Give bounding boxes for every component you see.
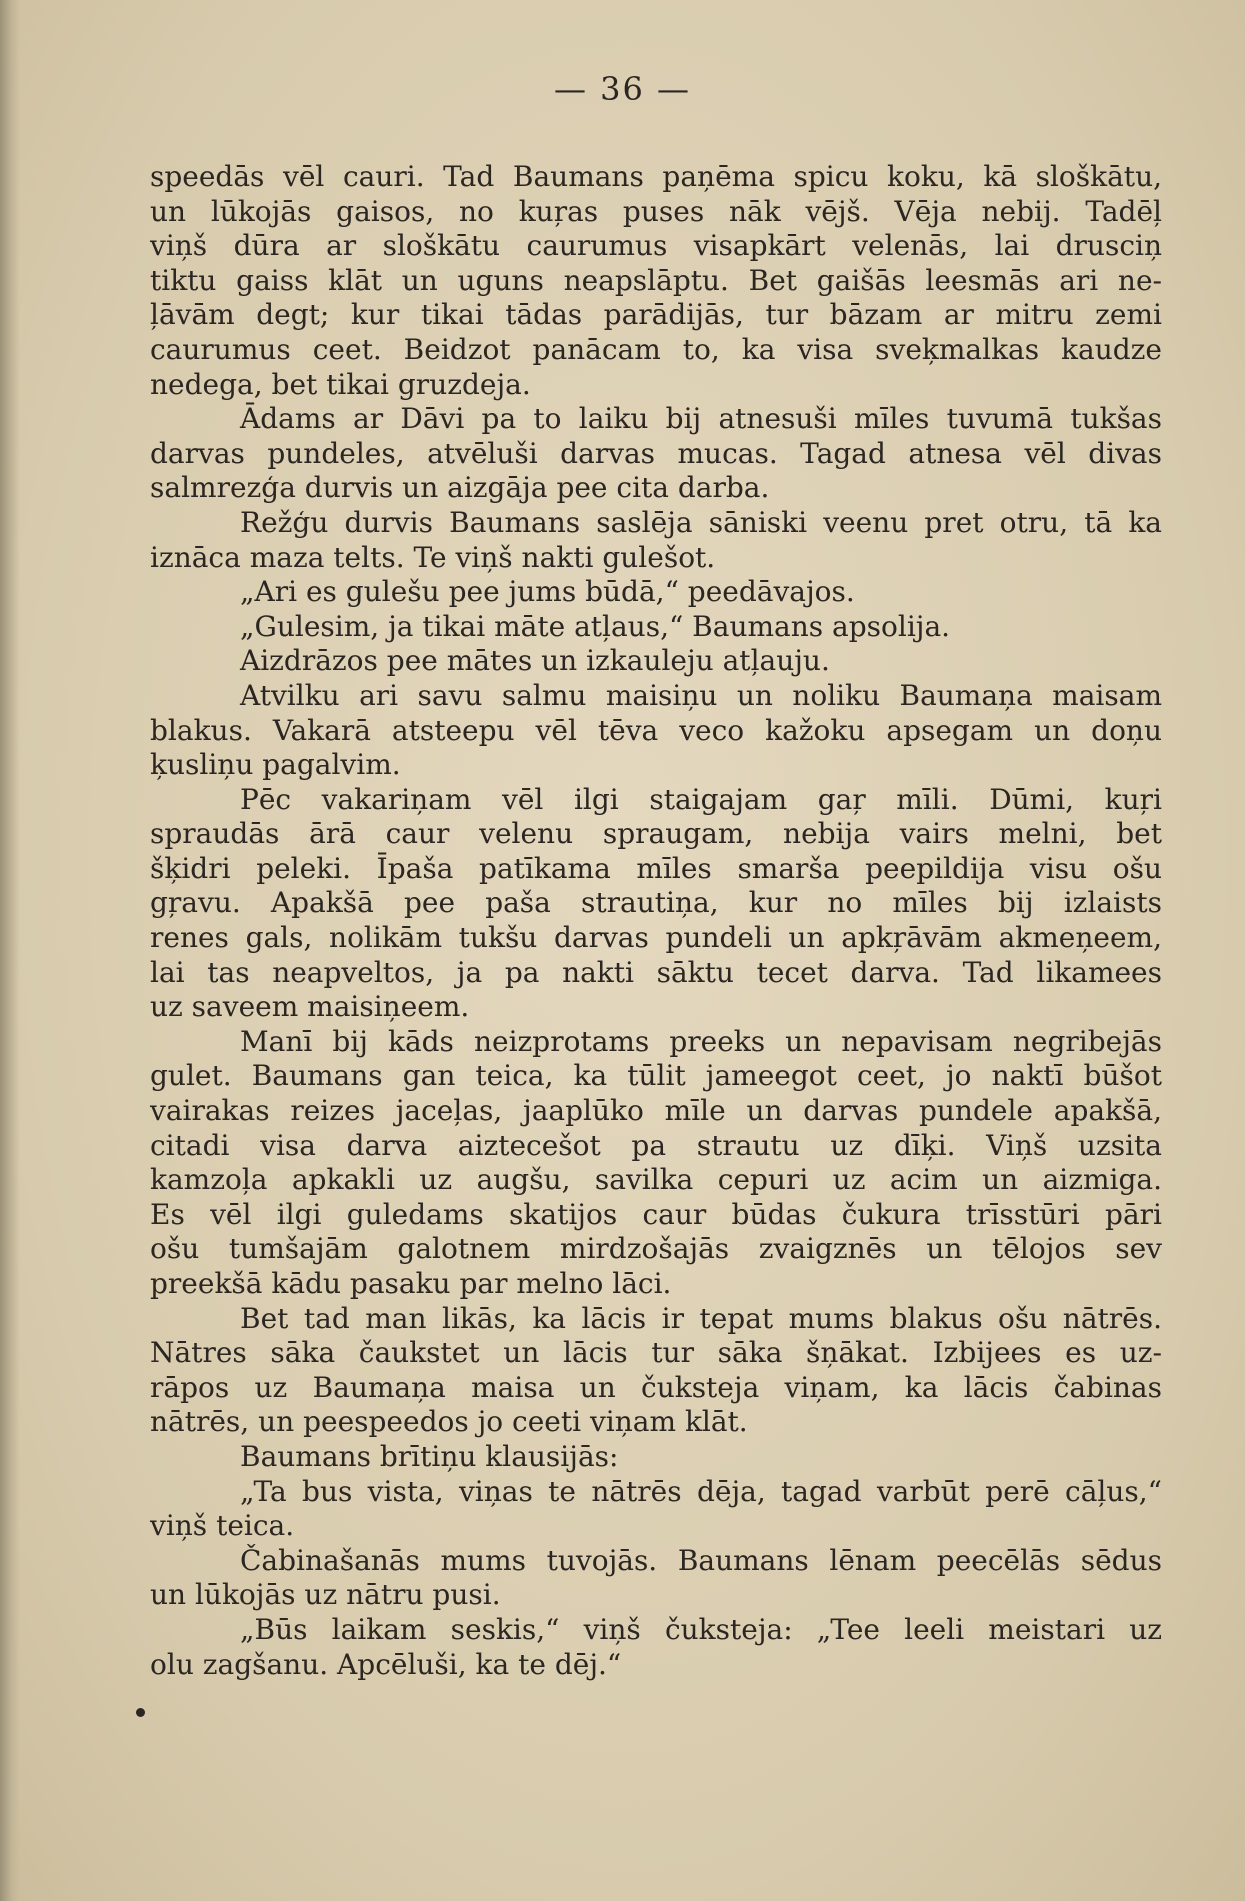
text-line: spraudās ārā caur velenu spraugam, nebija vairs melni, bet <box>150 817 1162 851</box>
text-line: nedega, bet tikai gruzdeja. <box>150 367 531 401</box>
margin-dot <box>136 1708 145 1717</box>
text-line: „Ari es gulešu pee jums būdā,“ peedāvajos. <box>240 575 855 609</box>
text-line: ošu tumšajām galotnem mirdzošajās zvaigznēs un tēlojos sev <box>150 1232 1162 1266</box>
text-line: preekšā kādu pasaku par melno lāci. <box>150 1267 672 1300</box>
text-line: speedās vēl cauri. Tad Baumans paņēma spicu koku, kā sloškātu, <box>150 160 1162 193</box>
text-line: „Ta bus vista, viņas te nātrēs dēja, tagad varbūt perē cāļus,“ <box>240 1474 1162 1508</box>
text-line: ķusliņu pagalvim. <box>150 748 401 782</box>
text-line: uz saveem maisiņeem. <box>150 990 470 1024</box>
text-line: tiktu gaiss klāt un uguns neapslāptu. Bet gaišās leesmās ari ne- <box>150 263 1162 297</box>
text-line: gulet. Baumans gan teica, ka tūlit jameegot ceet, jo naktī būšot <box>150 1059 1162 1093</box>
text-line: renes gals, nolikām tukšu darvas pundeli un apkŗāvām akmeņeem, <box>150 921 1162 955</box>
text-line: Pēc vakariņam vēl ilgi staigajam gaŗ mīli. Dūmi, kuŗi <box>240 782 1162 816</box>
text-line: viņš dūra ar sloškātu caurumus visapkārt velenās, lai drusciņ <box>150 229 1162 263</box>
text-line: Manī bij kāds neizprotams preeks un nepavisam negribejās <box>240 1024 1162 1058</box>
text-line: šķidri peleki. Īpaša patīkama mīles smarša peepildija visu ošu <box>150 851 1162 885</box>
text-line: ļāvām degt; kur tikai tādas parādijās, tur bāzam ar mitru zemi <box>150 298 1162 332</box>
text-line: Ādams ar Dāvi pa to laiku bij atnesuši mīles tuvumā tukšas <box>240 402 1162 436</box>
text-line: rāpos uz Baumaņa maisa un čuksteja viņam, ka lācis čabinas <box>150 1370 1162 1404</box>
text-line: darvas pundeles, atvēluši darvas mucas. Tagad atnesa vēl divas <box>150 436 1162 470</box>
text-line: lai tas neapveltos, ja pa nakti sāktu tecet darva. Tad likamees <box>150 955 1162 989</box>
text-line: gŗavu. Apakšā pee paša strautiņa, kur no mīles bij izlaists <box>150 886 1162 920</box>
text-line: vairakas reizes jaceļas, jaaplūko mīle un darvas pundele apakšā, <box>150 1094 1162 1128</box>
text-line: caurumus ceet. Beidzot panācam to, ka visa sveķmalkas kaudze <box>150 332 1162 366</box>
text-line: salmrezģa durvis un aizgāja pee cita darba. <box>150 471 770 505</box>
text-line: Čabinašanās mums tuvojās. Baumans lēnam peecēlās sēdus <box>240 1543 1162 1577</box>
text-line: citadi visa darva aiztecešot pa strautu uz dīķi. Viņš uzsita <box>150 1128 1162 1162</box>
text-line: Režģu durvis Baumans saslēja sāniski veenu pret otru, tā ka <box>240 505 1162 539</box>
text-line: Baumans brītiņu klausijās: <box>240 1439 619 1473</box>
text-line: „Būs laikam seskis,“ viņš čuksteja: „Tee leeli meistari uz <box>240 1612 1162 1646</box>
text-line: Atvilku ari savu salmu maisiņu un noliku Baumaņa maisam <box>240 678 1162 712</box>
page-number: — 36 — <box>553 70 692 108</box>
text-line: Es vēl ilgi guledams skatijos caur būdas čukura trīsstūri pāri <box>150 1197 1162 1231</box>
text-line: nātrēs, un peespeedos jo ceeti viņam klāt. <box>150 1405 748 1439</box>
text-line: „Gulesim, ja tikai māte atļaus,“ Baumans apsolija. <box>240 609 951 643</box>
text-line: olu zagšanu. Apcēluši, ka te dēj.“ <box>150 1647 622 1681</box>
text-line: un lūkojās gaisos, no kuŗas puses nāk vējš. Vēja nebij. Tadēļ <box>150 194 1162 228</box>
text-line: viņš teica. <box>150 1509 295 1543</box>
text-line: Aizdrāzos pee mātes un izkauleju atļauju. <box>240 644 830 678</box>
text-line: kamzoļa apkakli uz augšu, savilka cepuri uz acim un aizmiga. <box>150 1163 1162 1197</box>
text-line: blakus. Vakarā atsteepu vēl tēva veco kažoku apsegam un doņu <box>150 713 1162 747</box>
page-spine-shadow <box>0 0 20 1901</box>
text-line: un lūkojās uz nātru pusi. <box>150 1578 501 1612</box>
body-text <box>150 160 1162 1682</box>
text-line: Nātres sāka čaukstet un lācis tur sāka šņākat. Izbijees es uz- <box>150 1336 1162 1370</box>
text-line: iznāca maza telts. Te viņš nakti gulešot. <box>150 540 716 574</box>
text-line: Bet tad man likās, ka lācis ir tepat mums blakus ošu nātrēs. <box>240 1301 1162 1335</box>
